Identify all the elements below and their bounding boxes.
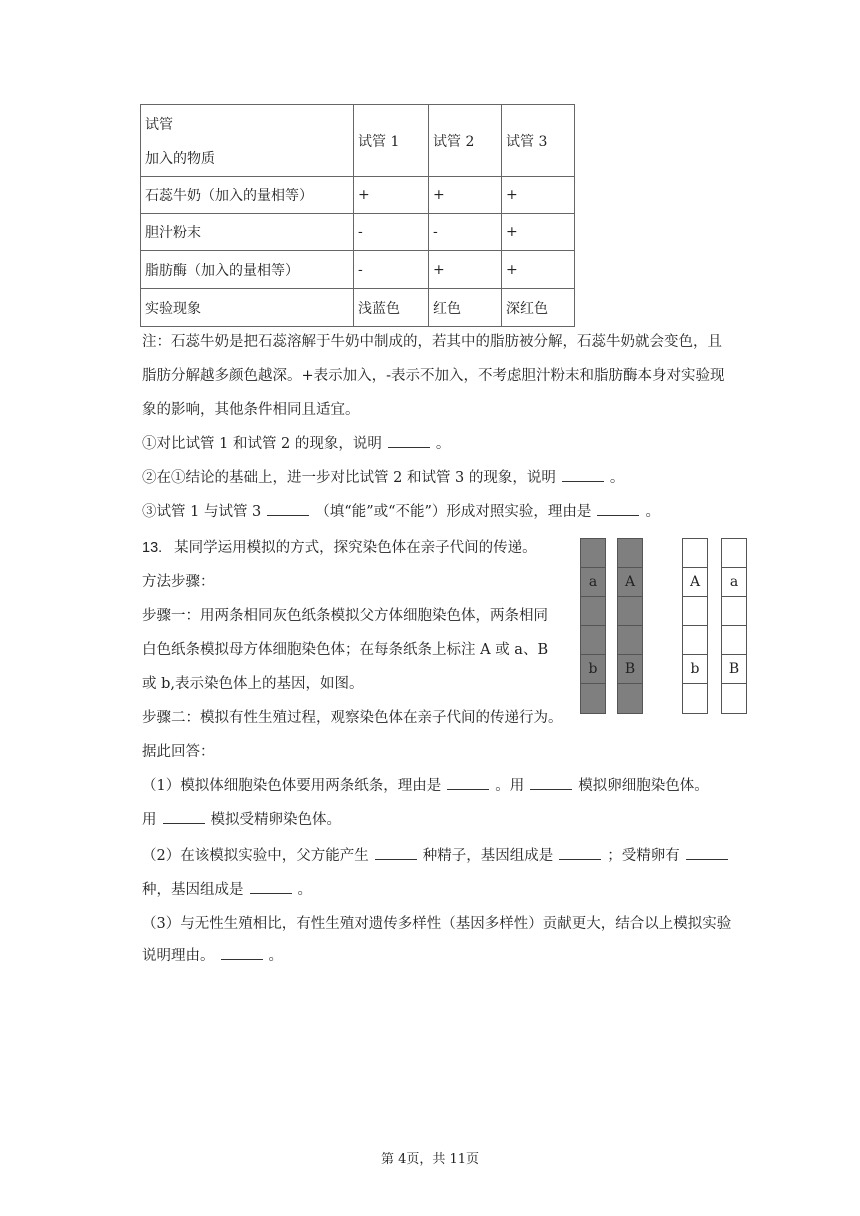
row-label: 胆汁粉末 bbox=[141, 214, 354, 251]
question-13-intro: 13. 某同学运用模拟的方式，探究染色体在亲子代间的传递。 bbox=[142, 540, 537, 556]
header-label-substance: 加入的物质 bbox=[145, 150, 215, 167]
table-row bbox=[141, 289, 575, 327]
table-row bbox=[141, 214, 575, 251]
gene-label: A bbox=[683, 568, 707, 597]
strip-cell bbox=[683, 597, 707, 626]
step-line: 步骤二：模拟有性生殖过程，观察染色体在亲子代间的传递行为。 bbox=[142, 710, 563, 726]
answer-blank[interactable] bbox=[375, 847, 417, 860]
answer-blank[interactable] bbox=[559, 847, 601, 860]
table-cell: - bbox=[354, 251, 429, 289]
strip-cell bbox=[581, 626, 605, 655]
question-line: （1）模拟体细胞染色体要用两条纸条，理由是 。用 模拟卵细胞染色体。 bbox=[142, 778, 709, 794]
step-line: 步骤一：用两条相同灰色纸条模拟父方体细胞染色体，两条相同 bbox=[142, 608, 548, 624]
method-heading: 方法步骤： bbox=[142, 574, 215, 590]
answer-blank[interactable] bbox=[250, 881, 292, 894]
question-line: （3）与无性生殖相比，有性生殖对遗传多样性（基因多样性）贡献更大，结合以上模拟实验 bbox=[142, 916, 732, 932]
answer-blank[interactable] bbox=[388, 435, 430, 448]
strip-cell bbox=[618, 684, 642, 713]
step-line: 或 b,表示染色体上的基因，如图。 bbox=[142, 676, 364, 692]
experiment-table bbox=[140, 104, 575, 327]
note-line: 脂肪分解越多颜色越深。+表示加入，-表示不加入，不考虑胆汁粉末和脂肪酶本身对实验现 bbox=[142, 368, 725, 384]
gene-label: a bbox=[722, 568, 746, 597]
strip-cell bbox=[618, 626, 642, 655]
gene-label: A bbox=[618, 568, 642, 597]
gene-label: a bbox=[581, 568, 605, 597]
strip-cell bbox=[683, 626, 707, 655]
table-header-cell bbox=[141, 105, 354, 177]
strip-cell bbox=[722, 684, 746, 713]
strip-cell bbox=[683, 684, 707, 713]
question-line: 种，基因组成是 。 bbox=[142, 882, 312, 898]
strip-cell bbox=[722, 597, 746, 626]
gene-label: b bbox=[683, 655, 707, 684]
table-row bbox=[141, 177, 575, 214]
question-line: 说明理由。 。 bbox=[142, 948, 283, 964]
father-strip-2 bbox=[617, 538, 643, 714]
table-cell: + bbox=[429, 251, 502, 289]
note-line: 注：石蕊牛奶是把石蕊溶解于牛奶中制成的，若其中的脂肪被分解，石蕊牛奶就会变色，且 bbox=[142, 334, 722, 350]
answer-heading: 据此回答： bbox=[142, 744, 215, 760]
row-label: 石蕊牛奶（加入的量相等） bbox=[141, 177, 354, 214]
answer-blank[interactable] bbox=[530, 777, 572, 790]
strip-cell bbox=[683, 539, 707, 568]
gene-label: B bbox=[722, 655, 746, 684]
table-cell: 浅蓝色 bbox=[354, 289, 429, 327]
strip-cell bbox=[618, 539, 642, 568]
father-strip-1 bbox=[580, 538, 606, 714]
table-cell: + bbox=[502, 214, 575, 251]
step-line: 白色纸条模拟母方体细胞染色体；在每条纸条上标注 A 或 a、B bbox=[142, 642, 549, 658]
mother-strip-2 bbox=[721, 538, 747, 714]
answer-blank[interactable] bbox=[447, 777, 489, 790]
mother-strip-1 bbox=[682, 538, 708, 714]
strip-cell bbox=[581, 539, 605, 568]
page-footer: 第 4页，共 11页 bbox=[380, 1152, 480, 1167]
question-line: ②在①结论的基础上，进一步对比试管 2 和试管 3 的现象，说明 。 bbox=[142, 470, 625, 486]
strip-cell bbox=[581, 597, 605, 626]
table-cell: + bbox=[354, 177, 429, 214]
question-number: 13. bbox=[142, 540, 163, 556]
strip-cell bbox=[581, 684, 605, 713]
table-cell: - bbox=[429, 214, 502, 251]
header-label-tube: 试管 bbox=[145, 116, 173, 133]
table-row bbox=[141, 251, 575, 289]
strip-cell bbox=[722, 626, 746, 655]
question-line: ③试管 1 与试管 3 （填“能”或“不能”）形成对照实验，理由是 。 bbox=[142, 504, 660, 520]
answer-blank[interactable] bbox=[267, 503, 309, 516]
table-cell: 深红色 bbox=[502, 289, 575, 327]
table-cell: + bbox=[502, 177, 575, 214]
table-cell: + bbox=[502, 251, 575, 289]
row-label: 脂肪酶（加入的量相等） bbox=[141, 251, 354, 289]
answer-blank[interactable] bbox=[221, 947, 263, 960]
column-header: 试管 2 bbox=[429, 105, 502, 177]
answer-blank[interactable] bbox=[686, 847, 728, 860]
table-cell: 红色 bbox=[429, 289, 502, 327]
note-line: 象的影响，其他条件相同且适宜。 bbox=[142, 402, 360, 418]
gene-label: B bbox=[618, 655, 642, 684]
answer-blank[interactable] bbox=[597, 503, 639, 516]
question-line: 用 模拟受精卵染色体。 bbox=[142, 812, 341, 828]
answer-blank[interactable] bbox=[562, 469, 604, 482]
answer-blank[interactable] bbox=[163, 811, 205, 824]
strip-cell bbox=[618, 597, 642, 626]
strip-cell bbox=[722, 539, 746, 568]
row-label: 实验现象 bbox=[141, 289, 354, 327]
table-cell: - bbox=[354, 214, 429, 251]
question-line: （2）在该模拟实验中，父方能产生 种精子，基因组成是 ；受精卵有 bbox=[142, 846, 734, 866]
table-cell: + bbox=[429, 177, 502, 214]
column-header: 试管 3 bbox=[502, 105, 575, 177]
column-header: 试管 1 bbox=[354, 105, 429, 177]
question-line: ①对比试管 1 和试管 2 的现象，说明 。 bbox=[142, 436, 451, 452]
gene-label: b bbox=[581, 655, 605, 684]
